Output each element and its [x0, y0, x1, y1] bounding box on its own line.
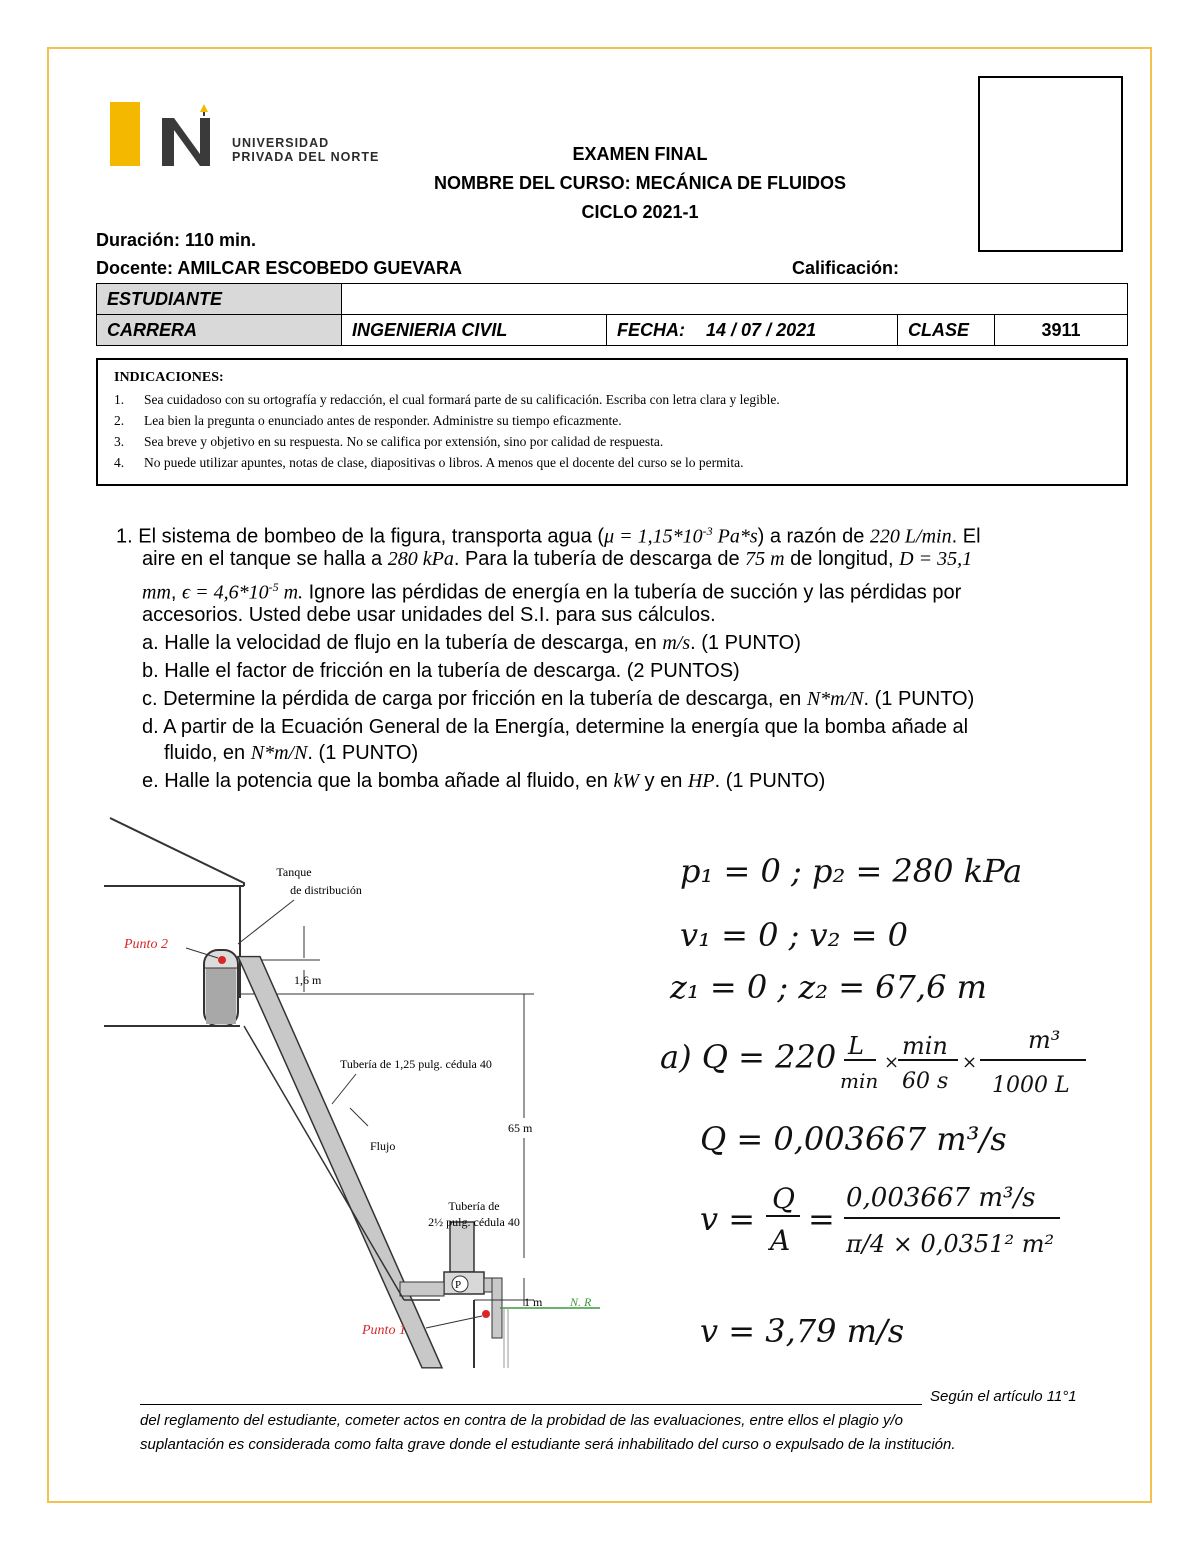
hw-eq: = [808, 1200, 835, 1238]
hw-frac2-num: min [902, 1032, 948, 1060]
grade-label: Calificación: [792, 258, 900, 278]
question-line-3: mm, $\epsilon = 4,6*10^{-5}$ m. Ignore las pérdidas de energía en la tubería de succión y las pérdidas por [142, 580, 962, 604]
date-label: FECHA: [617, 319, 685, 340]
question-line-1: 1. El sistema de bombeo de la figura, transporta agua ($\mu = 1,15*10^{-3}$ Pa*s) a razón de 220 L/min. El [116, 524, 981, 548]
punto-1-label: Punto 1 [362, 1323, 406, 1338]
hw-line-velocities: v₁ = 0 ; v₂ = 0 [680, 916, 908, 954]
hw-line-pressures: p₁ = 0 ; p₂ = 280 kPa [680, 852, 1023, 890]
hw-frac1-den: min [840, 1069, 879, 1093]
duration: Duración: 110 min. [96, 230, 257, 250]
footer-line-3: suplantación es considerada como falta grave donde el estudiante será inhabilitado del curso o expulsado de la institución. [140, 1436, 956, 1453]
question-part-e: e. Halle la potencia que la bomba añade al fluido, en kW y en HP. (1 PUNTO) [142, 770, 826, 792]
pump-system-figure [104, 808, 624, 1378]
hw-line-q: a) Q = 220 [660, 1038, 837, 1076]
hw-times-1: × [884, 1052, 900, 1073]
hw-qa-num: Q [772, 1182, 795, 1215]
punto-2-label: Punto 2 [124, 937, 168, 952]
hw-v-label: v = [700, 1200, 756, 1238]
instruction-item: 3. Sea breve y objetivo en su respuesta. No se califica por extensión, sino por calidad de respuesta. [114, 434, 664, 449]
nr-label: N. R [570, 1295, 592, 1309]
hw-line-velocity: v = 3,79 m/s [700, 1312, 905, 1350]
hw-v-num: 0,003667 m³/s [846, 1183, 1036, 1213]
career-value: INGENIERIA CIVIL [342, 315, 607, 346]
class-value: 3911 [995, 315, 1128, 346]
tank-label-1: Tanque [276, 865, 312, 879]
career-label: CARRERA [97, 315, 342, 346]
date-cell [607, 315, 898, 346]
logo-yellow-bar [110, 102, 140, 166]
logo-n-icon [160, 102, 222, 166]
question-part-d: d. A partir de la Ecuación General de la Energía, determine la energía que la bomba añade al [142, 716, 969, 738]
student-field[interactable] [342, 284, 1128, 315]
instruction-item: 2. Lea bien la pregunta o enunciado antes de responder. Administre su tiempo eficazmente. [114, 413, 622, 428]
pipe-label: Tubería de 1,25 pulg. cédula 40 [340, 1057, 492, 1071]
hw-frac2-den: 60 s [902, 1069, 949, 1094]
handwritten-solution [640, 822, 1110, 1382]
student-label: ESTUDIANTE [97, 284, 342, 315]
question-line-2: aire en el tanque se halla a 280 kPa. Para la tubería de descarga de 75 m de longitud, D = 35,1 [142, 548, 973, 570]
hw-times-2: × [962, 1052, 978, 1073]
question-part-a: a. Halle la velocidad de flujo en la tubería de descarga, en m/s. (1 PUNTO) [142, 632, 801, 654]
footer-rule [140, 1404, 922, 1405]
suction-label-1: Tubería de [448, 1199, 500, 1213]
dim-65m: 65 m [508, 1121, 533, 1135]
punto-2-marker [218, 956, 226, 964]
footer-line-1: Según el artículo 11°1 [930, 1388, 1077, 1405]
cycle: CICLO 2021-1 [581, 202, 699, 222]
question-part-b: b. Halle el factor de fricción en la tubería de descarga. (2 PUNTOS) [142, 660, 740, 682]
flow-label: Flujo [370, 1139, 396, 1153]
course-name: NOMBRE DEL CURSO: MECÁNICA DE FLUIDOS [433, 173, 846, 193]
hw-qa-den: A [770, 1224, 791, 1257]
instruction-item: 4. No puede utilizar apuntes, notas de clase, diapositivas o libros. A menos que el docente del curso se lo permita. [114, 455, 744, 470]
teacher: Docente: AMILCAR ESCOBEDO GUEVARA [96, 258, 463, 278]
question-line-4: accesorios. Usted debe usar unidades del S.I. para sus cálculos. [142, 604, 716, 626]
hw-frac3-num: m³ [1028, 1026, 1061, 1054]
grade-box [978, 76, 1123, 252]
suction-label-2: 2½ pulg. cédula 40 [428, 1215, 520, 1229]
instruction-item: 1. Sea cuidadoso con su ortografía y redacción, el cual formará parte de su calificación. Escriba con letra clara y legible. [114, 392, 780, 407]
hw-frac3-den: 1000 L [992, 1073, 1070, 1098]
instructions-heading: INDICACIONES: [114, 370, 224, 385]
student-info-table [96, 283, 1128, 346]
footer-line-2: del reglamento del estudiante, cometer actos en contra de la probidad de las evaluaciones, entre ellos el plagio y/o [140, 1412, 903, 1429]
hw-frac1-num: L [848, 1032, 864, 1060]
dim-1-6m: 1,6 m [294, 973, 322, 987]
exam-title: EXAMEN FINAL [572, 144, 708, 164]
tank-label-2: de distribución [290, 883, 362, 897]
hw-v-den: π/4 × 0,0351² m² [846, 1230, 1055, 1258]
date-value: 14 / 07 / 2021 [706, 319, 817, 340]
pump-label: P [455, 1279, 462, 1291]
hw-line-elevations: z₁ = 0 ; z₂ = 67,6 m [670, 968, 987, 1006]
punto-1-marker [482, 1310, 490, 1318]
class-label: CLASE [898, 315, 995, 346]
question-part-d-cont: fluido, en N*m/N. (1 PUNTO) [164, 742, 419, 764]
instructions-box [96, 358, 1128, 486]
dim-1m: 1 m [524, 1295, 543, 1309]
question-part-c: c. Determine la pérdida de carga por fricción en la tubería de descarga, en N*m/N. (1 PUNTO) [142, 688, 975, 710]
hw-line-q-value: Q = 0,003667 m³/s [700, 1120, 1007, 1158]
logo-text: UNIVERSIDAD PRIVADA DEL NORTE [232, 136, 380, 164]
